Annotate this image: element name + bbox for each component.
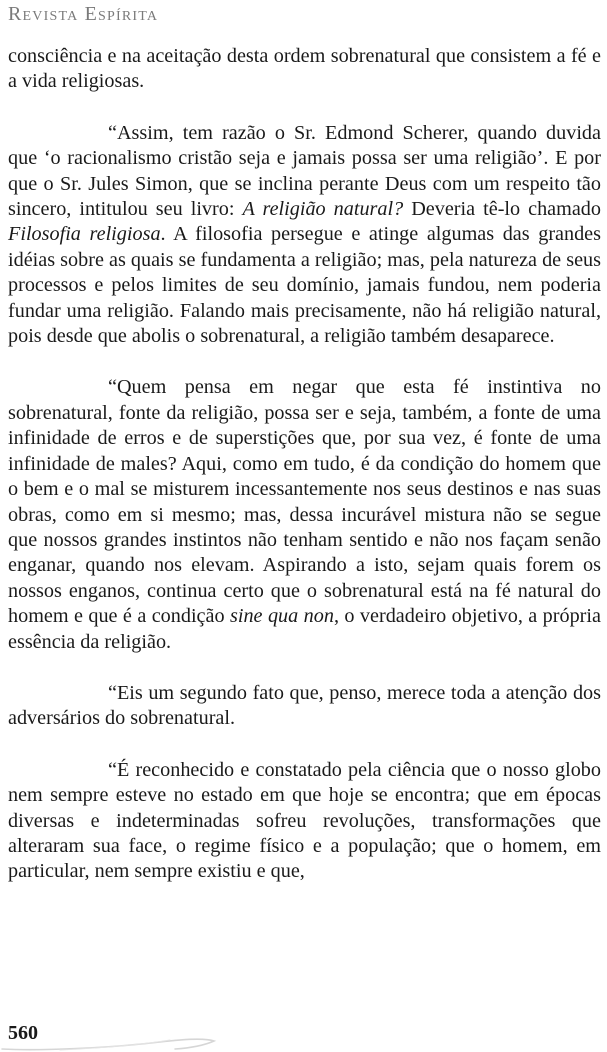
italic-run: sine qua non: [230, 605, 334, 628]
text-run: . A filosofia persegue e atinge algumas das grandes idéias sobre as quais se fundamenta a religião; mas, pela natureza de seus processos e pelos limites de seu domínio, jamais fundou, nem poderia fundar uma religião. Falando mais precisamente, não há religião natural, pois desde que abolis o sobrenatural, a religião também desaparece.: [8, 223, 602, 348]
paragraph-2: [8, 121, 601, 350]
running-head-title: Revista Espírita: [8, 3, 159, 25]
paragraph-1: [8, 44, 601, 95]
text-run: “Eis um segundo fato que, penso, merece toda a atenção dos adversários do sobrenatural.: [8, 681, 601, 730]
text-run: consciência e na aceitação desta ordem sobrenatural que consistem a fé e a vida religiosas.: [8, 45, 601, 93]
italic-run: Filosofia religiosa: [8, 223, 161, 246]
paragraph-3: [8, 375, 601, 654]
text-run: “Quem pensa em negar que esta fé instintiva no sobrenatural, fonte da religião, possa ser e seja, também, a fonte de uma infinidade de erros e de superstições que, por sua vez, é fonte de uma infinidade de males? Aqui, como em tudo, é da condição do homem que o bem e o mal se misturem incessantemente nos seus destinos e nas suas obras, como em si mesmo; mas, dessa incurável mistura não se segue que nossos grandes instintos não tenham sentido e não nos façam senão enganar, quando nos elevam. Aspirando a isto, sejam quais forem os nossos enganos, continua certo que o sobrenatural está na fé natural do homem e que é a condição: [8, 376, 601, 628]
article-body: [8, 44, 601, 885]
text-run: , o verdadeiro objetivo, a própria essência da religião.: [8, 605, 601, 653]
text-run: “Assim, tem razão o Sr. Edmond Scherer, quando duvida que ‘o racionalismo cristão seja e jamais possa ser uma religião’. E por que o Sr. Jules Simon, que se inclina perante Deus com um respeito tão sincero, intitulou seu livro:: [8, 121, 601, 221]
text-run: “É reconhecido e constatado pela ciência que o nosso globo nem sempre esteve no estado em que hoje se encontra; que em épocas diversas e indeterminadas sofreu revoluções, transformações que alteraram sua face, o regime físico e a população; que o homem, em particular, nem sempre existiu e que,: [8, 758, 601, 883]
paragraph-4: [8, 681, 601, 732]
paragraph-5: [8, 758, 601, 885]
text-run: Deveria tê-lo chamado: [403, 198, 601, 221]
page-number: 560: [8, 1022, 38, 1044]
italic-run: A religião natural?: [242, 198, 404, 221]
